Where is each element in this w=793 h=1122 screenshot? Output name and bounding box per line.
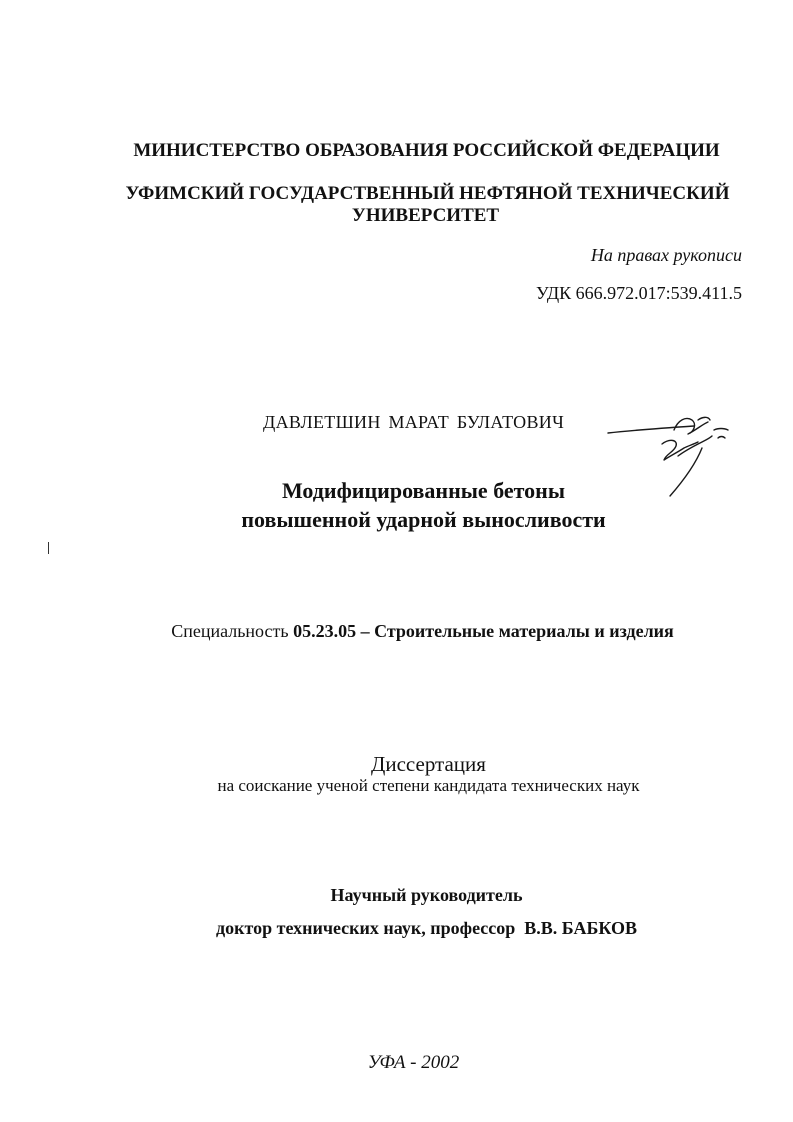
degree-statement: на соискание ученой степени кандидата технических наук — [217, 776, 640, 795]
supervisor-name: доктор технических наук, профессор В.В. БАБКОВ — [216, 918, 637, 938]
margin-tick-mark — [47, 542, 50, 554]
specialty-line — [26, 621, 793, 642]
specialty-name: Строительные материалы и изделия — [374, 621, 674, 641]
specialty-separator: – — [356, 621, 375, 641]
dissertation-title-line2: повышенной ударной выносливости — [241, 507, 606, 532]
specialty-prefix: Специальность — [171, 621, 294, 641]
university-heading-line2: УНИВЕРСИТЕТ — [351, 205, 500, 226]
dissertation-title-line1: Модифицированные бетоны — [281, 478, 566, 503]
dissertation-label: Диссертация — [371, 752, 486, 776]
specialty-code: 05.23.05 — [293, 621, 357, 641]
city-year: УФА - 2002 — [367, 1052, 460, 1073]
udk-code: УДК 666.972.017:539.411.5 — [535, 283, 742, 303]
manuscript-rights-note: На правах рукописи — [590, 245, 742, 265]
university-heading-line1: УФИМСКИЙ ГОСУДАРСТВЕННЫЙ НЕФТЯНОЙ ТЕХНИЧЕСКИЙ — [125, 183, 730, 204]
ministry-heading: МИНИСТЕРСТВО ОБРАЗОВАНИЯ РОССИЙСКОЙ ФЕДЕРАЦИИ — [133, 140, 720, 161]
author-name: ДАВЛЕТШИН МАРАТ БУЛАТОВИЧ — [263, 412, 565, 432]
supervisor-title: Научный руководитель — [330, 885, 523, 905]
